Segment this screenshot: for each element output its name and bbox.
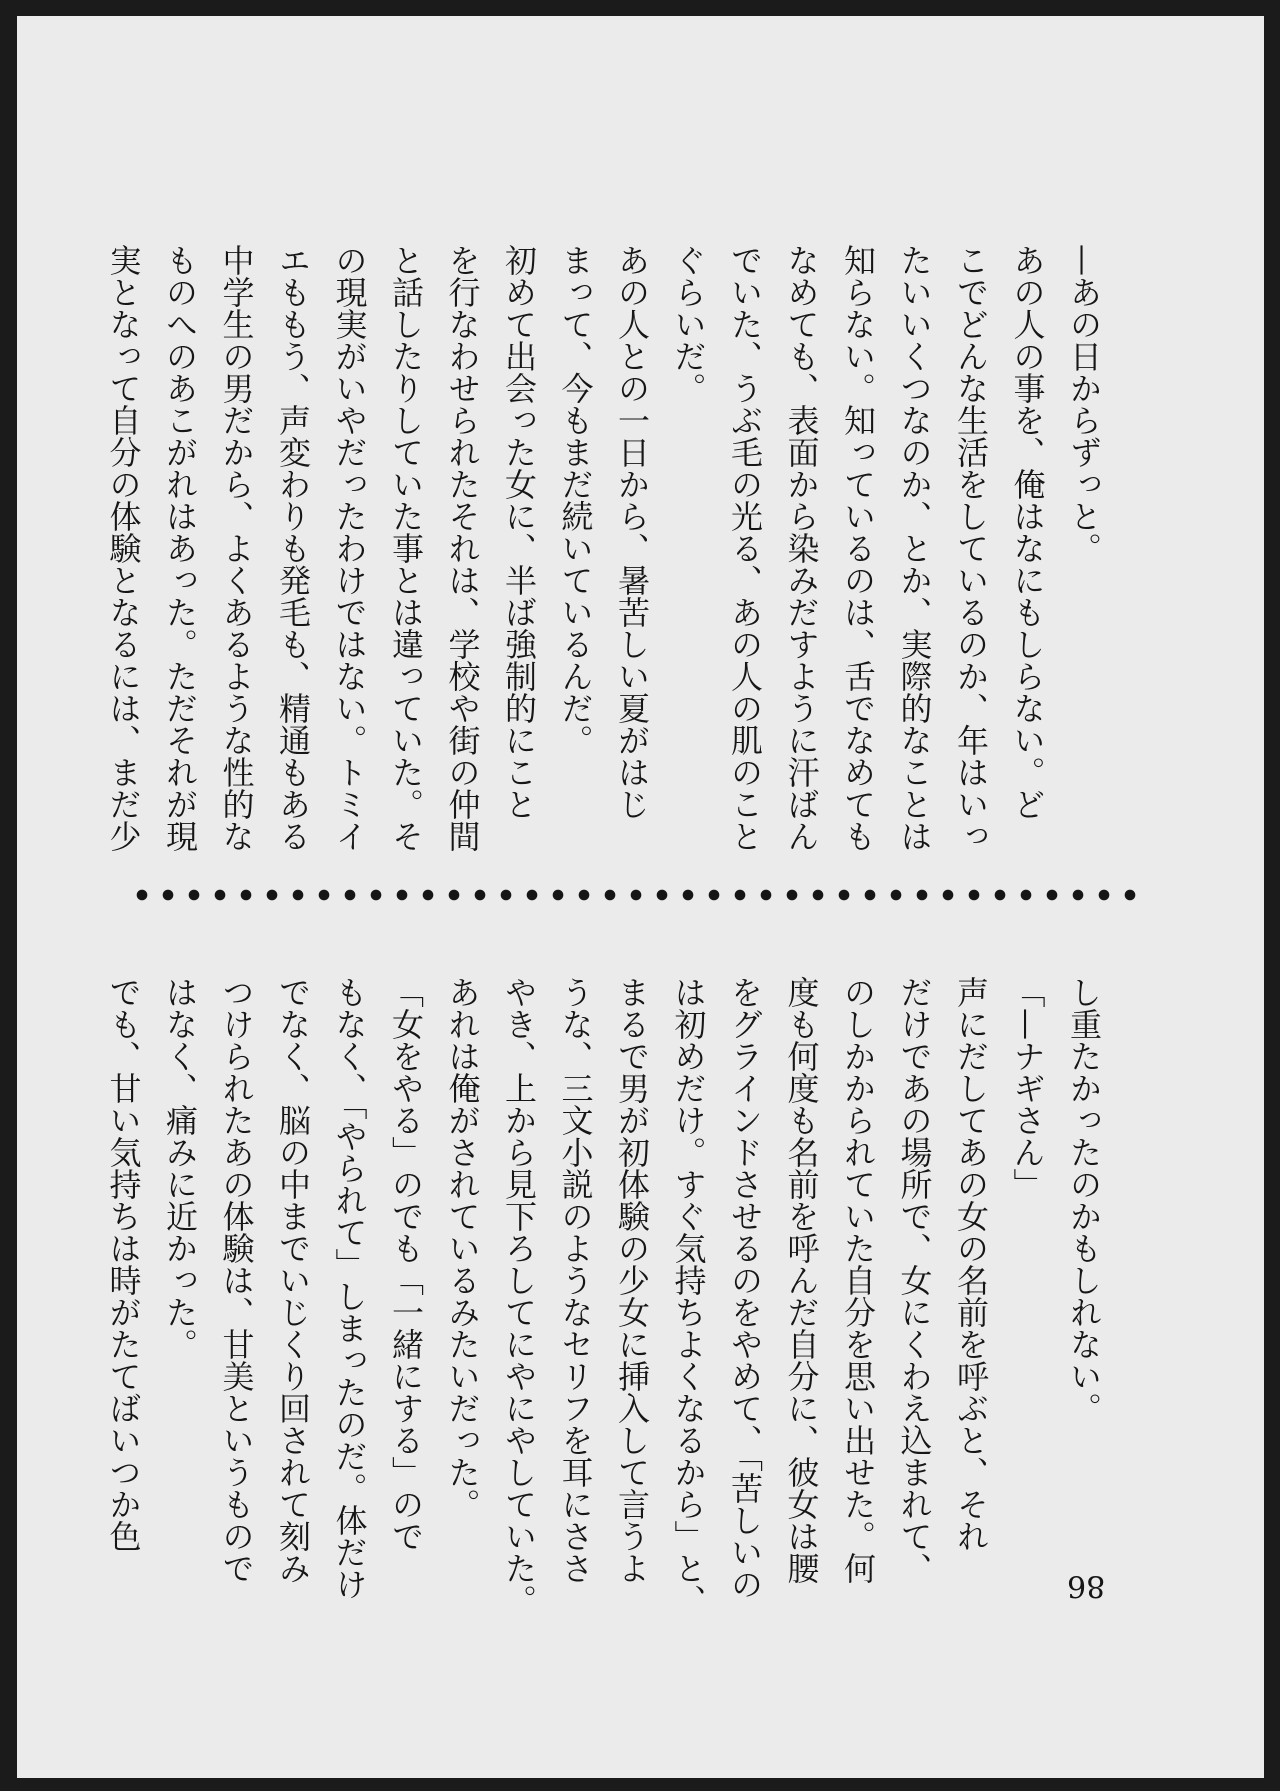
text-line: うな、三文小説のようなセリフを耳にささ [556, 976, 595, 1584]
text-line: 初めて出会った女に、半ば強制的にこと [500, 244, 538, 820]
text-line: のしかかられていた自分を思い出せた。何 [839, 976, 877, 1584]
text-line: と話したりしていた事とは違っていた。そ [387, 244, 425, 852]
text-line: は初めだけ。すぐ気持ちよくなるから」と、 [669, 976, 708, 1616]
text-line: はなく、痛みに近かった。 [161, 976, 199, 1360]
text-line: ぐらいだ。 [669, 244, 708, 404]
page-number: 86 [1067, 1568, 1106, 1603]
text-line: を行なわせられたそれは、学校や街の仲間 [443, 244, 482, 852]
text-line: 声にだしてあの女の名前を呼ぶと、それ [952, 976, 990, 1552]
text-line: こでどんな生活をしているのか、年はいっ [952, 244, 990, 852]
text-line: の現実がいやだったわけではない。トミイ [330, 244, 369, 852]
text-line: をグラインドさせるのをやめて、「苦しいの [726, 976, 764, 1600]
book-page [17, 16, 1264, 1778]
text-line: 度も何度も名前を呼んだ自分に、彼女は腰 [782, 976, 821, 1584]
text-line: もなく、「やられて」しまったのだ。体だけ [330, 976, 369, 1600]
text-line: だけであの場所で、女にくわえ込まれて、 [895, 976, 934, 1584]
text-line: 中学生の男だから、よくあるような性的な [217, 244, 256, 852]
text-line: 実となって自分の体験となるには、まだ少 [104, 244, 143, 852]
text-line: ものへのあこがれはあった。ただそれが現 [161, 244, 199, 852]
text-line: まって、今もまだ続いているんだ。 [556, 244, 595, 756]
text-line: 「女をやる」のでも「一緒にする」ので [387, 976, 425, 1552]
text-line: あれは俺がされているみたいだった。 [443, 976, 482, 1520]
text-line: でも、甘い気持ちは時がたてばいつか色 [104, 976, 143, 1552]
text-line: あの人の事を、俺はなにもしらない。ど [1008, 244, 1047, 820]
text-line: なめても、表面から染みだすように汗ばん [782, 244, 821, 852]
text-line: まるで男が初体験の少女に挿入して言うよ [613, 976, 651, 1584]
text-line: あの人との一日から、暑苦しい夏がはじ [613, 244, 651, 820]
text-line: でなく、脳の中までいじくり回されて刻み [274, 976, 312, 1584]
text-line: 知らない。知っているのは、舌でなめても [839, 244, 877, 852]
text-line: やき、上から見下ろしてにやにやしていた。 [500, 976, 538, 1616]
text-line: つけられたあの体験は、甘美というもので [217, 976, 256, 1584]
text-line: でいた、うぶ毛の光る、あの人の肌のこと [726, 244, 764, 852]
dotted-divider [129, 889, 1143, 901]
text-line: し重たかったのかもしれない。 [1065, 976, 1103, 1424]
text-line: たいいくつなのか、とか、実際的なことは [895, 244, 934, 852]
text-line: 「—ナギさん」 [1008, 976, 1047, 1200]
text-line: エももう、声変わりも発毛も、精通もある [274, 244, 312, 852]
text-line: —あの日からずっと。 [1065, 244, 1103, 564]
top-text-block [104, 244, 1112, 852]
